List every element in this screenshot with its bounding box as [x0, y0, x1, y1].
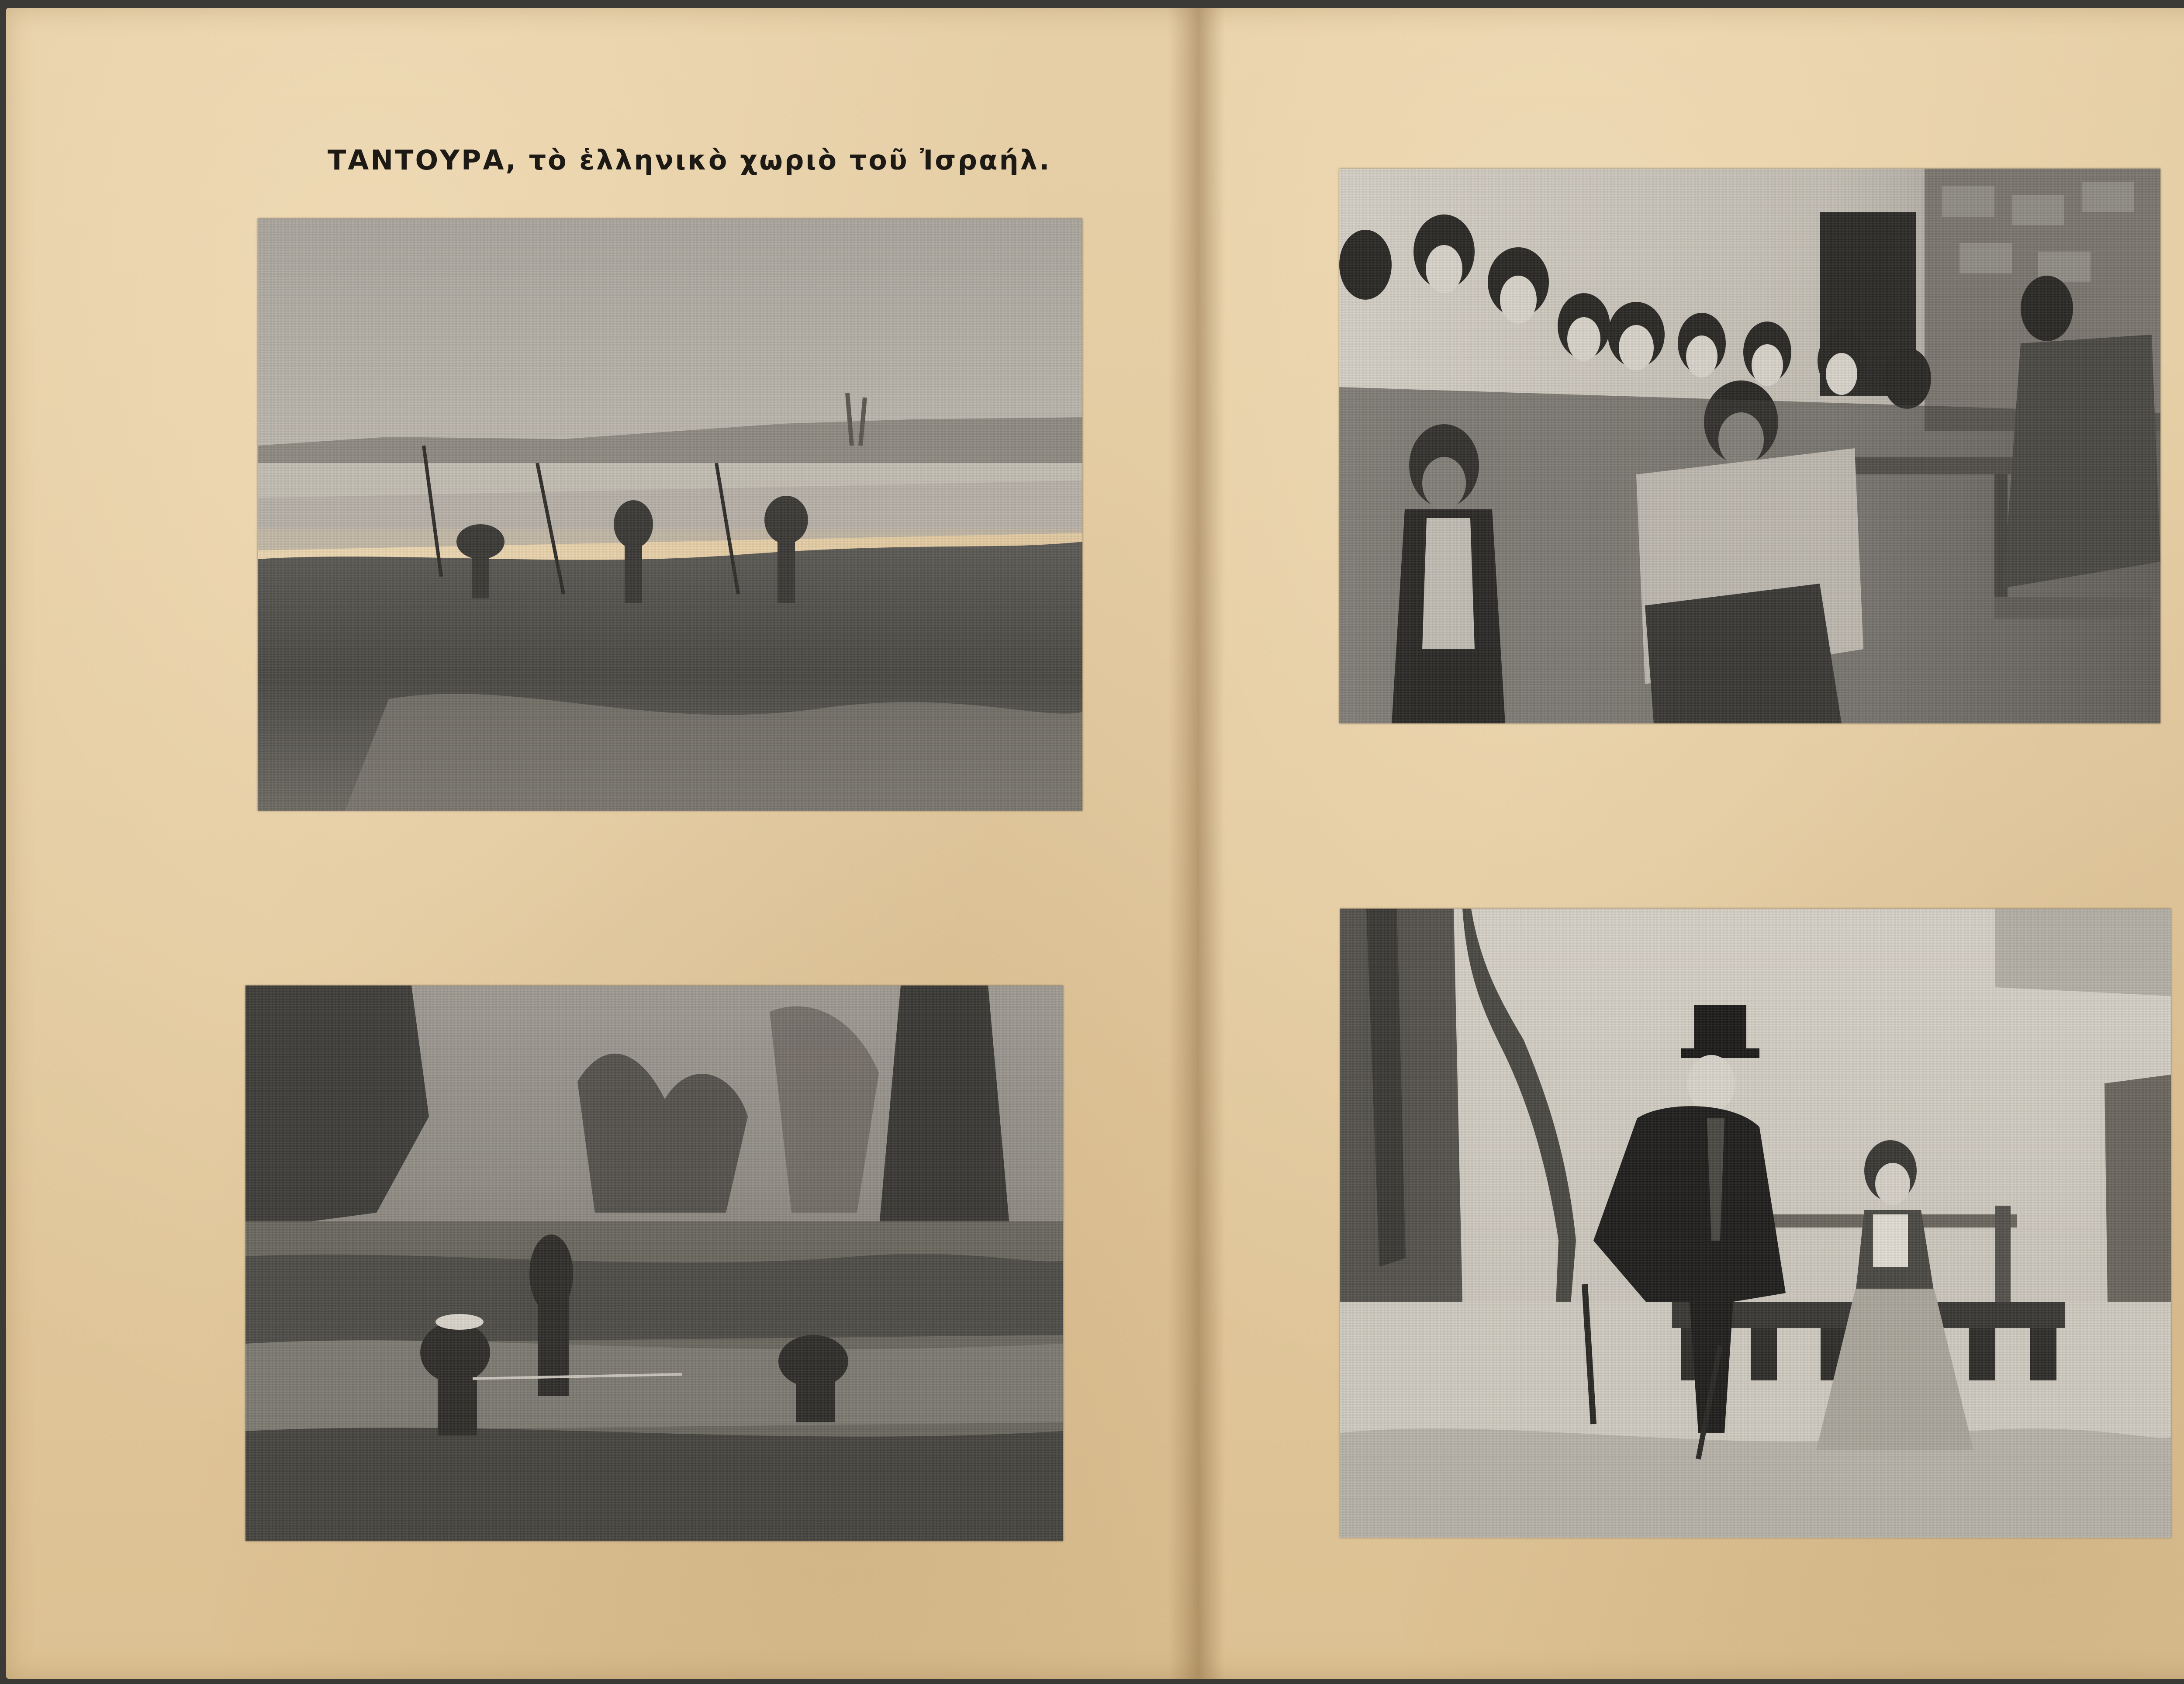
photo-group-of-men-image [1339, 169, 2160, 723]
photo-purim-costumes-image [1340, 909, 2171, 1538]
photo-group-of-men [1339, 169, 2160, 723]
photo-men-among-palms-image [245, 986, 1063, 1541]
left-page-caption: ΤΑΝΤΟΥΡΑ, τὸ ἑλληνικὸ χωριὸ τοῦ Ἰσραήλ. [328, 144, 1051, 176]
photo-men-among-palms [245, 986, 1063, 1541]
photo-purim-costumes [1340, 909, 2171, 1538]
photo-field-workers-image [258, 218, 1082, 811]
left-page [6, 8, 1199, 1679]
photo-field-workers-by-water [258, 218, 1082, 811]
